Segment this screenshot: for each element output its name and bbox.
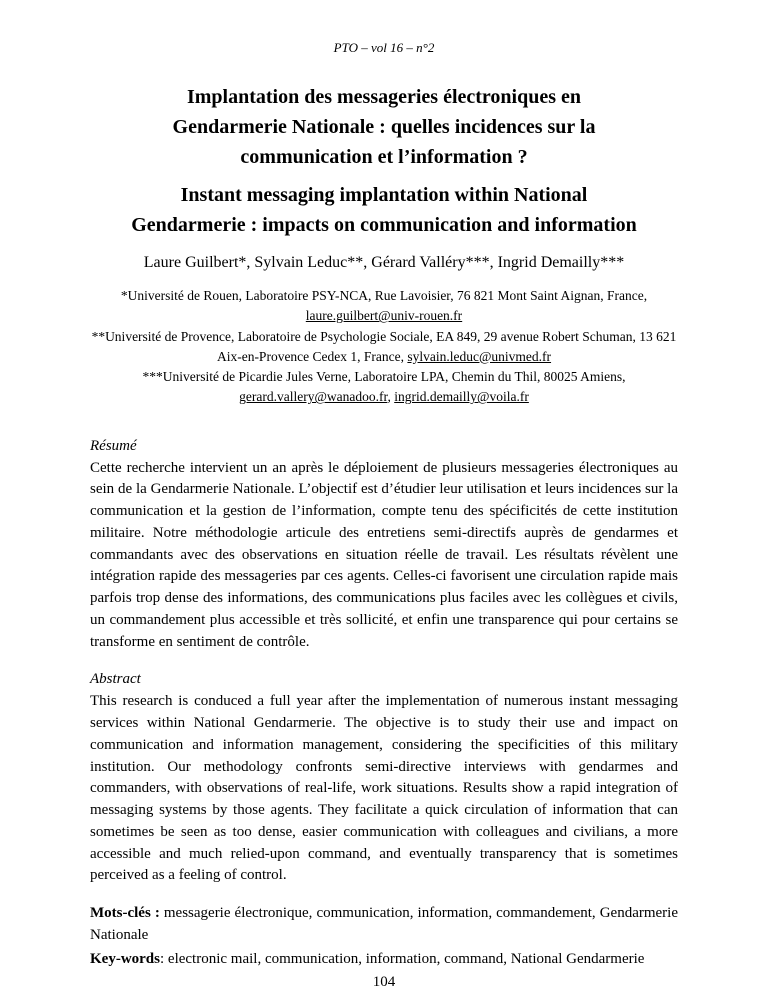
email-link[interactable]: ingrid.demailly@voila.fr	[394, 389, 529, 405]
affiliation-text: *Université de Rouen, Laboratoire PSY-NCA, Rue Lavoisier, 76 821 Mont Saint Aignan, France,	[120, 288, 648, 303]
affiliations-block	[90, 286, 678, 408]
keywords-french-text: messagerie électronique, communication, information, commandement, Gendarmerie Nationale	[90, 905, 678, 943]
abstract-section	[90, 671, 678, 887]
title-french-line: Implantation des messageries électroniques en	[186, 86, 582, 108]
keywords-french	[90, 903, 678, 947]
affiliation	[90, 327, 678, 368]
abstract-text: This research is conduced a full year after the implementation of numerous instant messaging services within National Gendarmerie. The objective is to study their use and impact on communication and information management, considering the specificities of this military institution. Our methodology confronts semi-directive interviews with gendarmes and commanders, with observations of real-life, work situations. Results show a rapid integration of messaging systems by those agents. They facilitate a quick circulation of information that can sometimes be seen as too dense, easier communication with colleagues and civilians, a more accessible and much relied-upon command, and eventually transparency that is sometimes perceived as a feeling of control.	[90, 693, 678, 884]
title-french-line: Gendarmerie Nationale : quelles incidences sur la	[172, 116, 596, 138]
title-english-line: Instant messaging implantation within National	[180, 184, 588, 206]
title-french	[90, 82, 678, 172]
affiliation-text: ***Université de Picardie Jules Verne, Laboratoire LPA, Chemin du Thil, 80025 Amiens,	[142, 369, 626, 384]
email-link[interactable]: sylvain.leduc@univmed.fr	[407, 348, 552, 364]
keywords-french-label: Mots-clés :	[90, 905, 160, 921]
resume-heading: Résumé	[90, 437, 137, 454]
affiliation-text: ,	[387, 389, 395, 405]
affiliation-text: **Université de Provence, Laboratoire de Psychologie Sociale, EA 849, 29 avenue Robert Schuman, 13 621 Aix-en-Provence Cedex 1, France,	[91, 328, 677, 364]
resume-section	[90, 438, 678, 654]
affiliation	[90, 367, 678, 408]
page-number: 104	[372, 974, 396, 991]
title-english-line: Gendarmerie : impacts on communication and information	[131, 214, 637, 236]
journal-header: PTO – vol 16 – n°2	[333, 40, 435, 55]
resume-text: Cette recherche intervient un an après le déploiement de plusieurs messageries électroniques au sein de la Gendarmerie Nationale. L’objectif est d’étudier leur utilisation et leurs incidences sur la communication et la gestion de l’information, compte tenu des spécificités de cette institution militaire. Notre méthodologie articule des entretiens semi-directifs auprès de gendarmes et commandants avec des observations en situation réelle de travail. Les résultats révèlent une intégration rapide des messageries par ces agents. Celles-ci favorisent une circulation rapide mais parfois trop dense des informations, des communications plus faciles avec les collègues et civils, un commandement plus accessible et très sollicité, et enfin une transparence qui pour certains se transforme en sentiment de contrôle.	[90, 459, 678, 650]
abstract-heading: Abstract	[90, 671, 141, 688]
keywords-english	[90, 949, 678, 971]
keywords-english-text: : electronic mail, communication, information, command, National Gendarmerie	[160, 950, 645, 967]
affiliation	[90, 286, 678, 327]
authors-line: Laure Guilbert*, Sylvain Leduc**, Gérard Valléry***, Ingrid Demailly***	[143, 254, 625, 271]
keywords-english-label: Key-words	[90, 950, 160, 967]
title-english	[90, 180, 678, 240]
email-link[interactable]: laure.guilbert@univ-rouen.fr	[305, 308, 463, 324]
title-french-line: communication et l’information ?	[240, 146, 528, 168]
email-link[interactable]: gerard.vallery@wanadoo.fr	[239, 389, 388, 405]
